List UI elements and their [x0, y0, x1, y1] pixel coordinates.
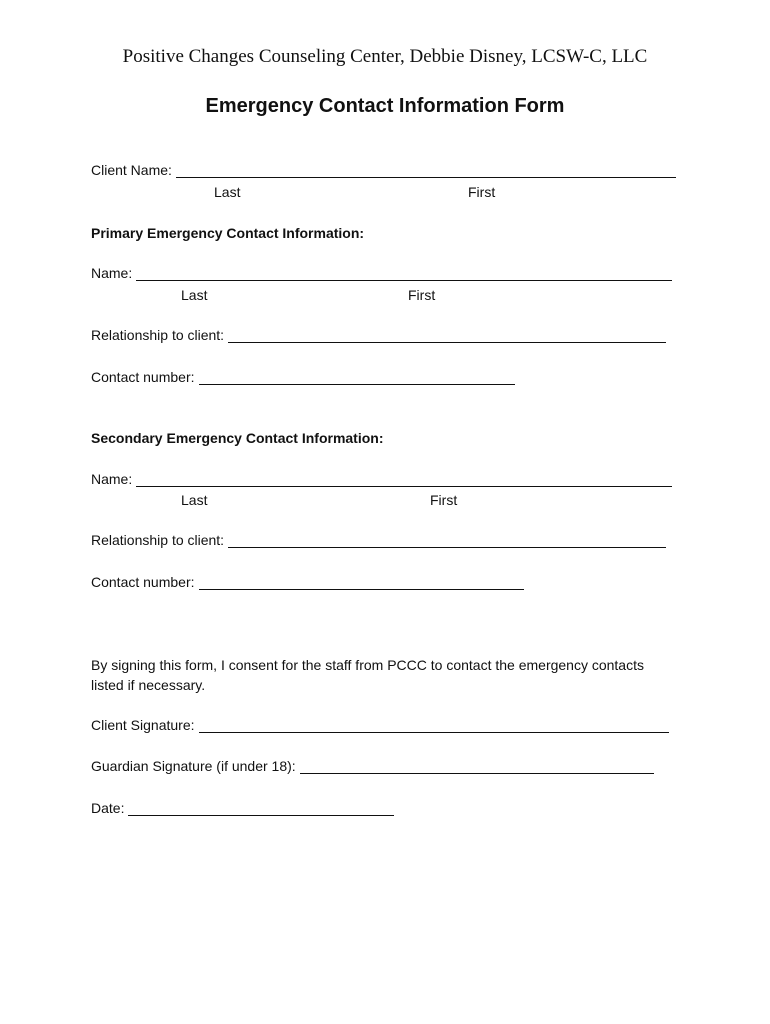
primary-contact-field[interactable] — [199, 370, 515, 385]
secondary-last-caption: Last — [181, 492, 208, 508]
client-name-field[interactable] — [176, 163, 676, 178]
date-row — [91, 800, 394, 816]
client-signature-field[interactable] — [199, 718, 669, 733]
secondary-contact-heading: Secondary Emergency Contact Information: — [91, 430, 384, 446]
guardian-signature-field[interactable] — [300, 759, 654, 774]
primary-name-field[interactable] — [136, 266, 672, 281]
date-label: Date: — [91, 800, 125, 816]
form-title: Emergency Contact Information Form — [205, 95, 565, 117]
primary-contact-row — [91, 369, 515, 385]
practice-header: Positive Changes Counseling Center, Debbie Disney, LCSW-C, LLC — [122, 46, 648, 67]
secondary-contact-label: Contact number: — [91, 574, 195, 590]
secondary-first-caption: First — [430, 492, 458, 508]
secondary-name-label: Name: — [91, 471, 133, 487]
client-signature-row — [91, 717, 669, 733]
primary-relationship-label: Relationship to client: — [91, 327, 225, 343]
primary-contact-label: Contact number: — [91, 369, 195, 385]
primary-contact-heading: Primary Emergency Contact Information: — [91, 225, 365, 241]
client-name-row — [91, 162, 676, 178]
client-last-caption: Last — [214, 184, 241, 200]
primary-name-row — [91, 265, 672, 281]
client-name-label: Client Name: — [91, 162, 172, 178]
primary-relationship-field[interactable] — [228, 328, 666, 343]
date-field[interactable] — [128, 801, 394, 816]
primary-name-label: Name: — [91, 265, 133, 281]
consent-statement: By signing this form, I consent for the staff from PCCC to contact the emergency contacts listed if necessary. — [91, 657, 644, 693]
secondary-name-field[interactable] — [136, 472, 672, 487]
secondary-relationship-label: Relationship to client: — [91, 532, 225, 548]
secondary-name-row — [91, 471, 672, 487]
primary-relationship-row — [91, 327, 666, 343]
secondary-contact-row — [91, 574, 524, 590]
secondary-relationship-row — [91, 532, 666, 548]
primary-last-caption: Last — [181, 287, 208, 303]
secondary-contact-field[interactable] — [199, 575, 524, 590]
client-first-caption: First — [468, 184, 496, 200]
client-signature-label: Client Signature: — [91, 717, 195, 733]
primary-first-caption: First — [408, 287, 436, 303]
guardian-signature-label: Guardian Signature (if under 18): — [91, 758, 296, 774]
secondary-relationship-field[interactable] — [228, 533, 666, 548]
guardian-signature-row — [91, 758, 654, 774]
